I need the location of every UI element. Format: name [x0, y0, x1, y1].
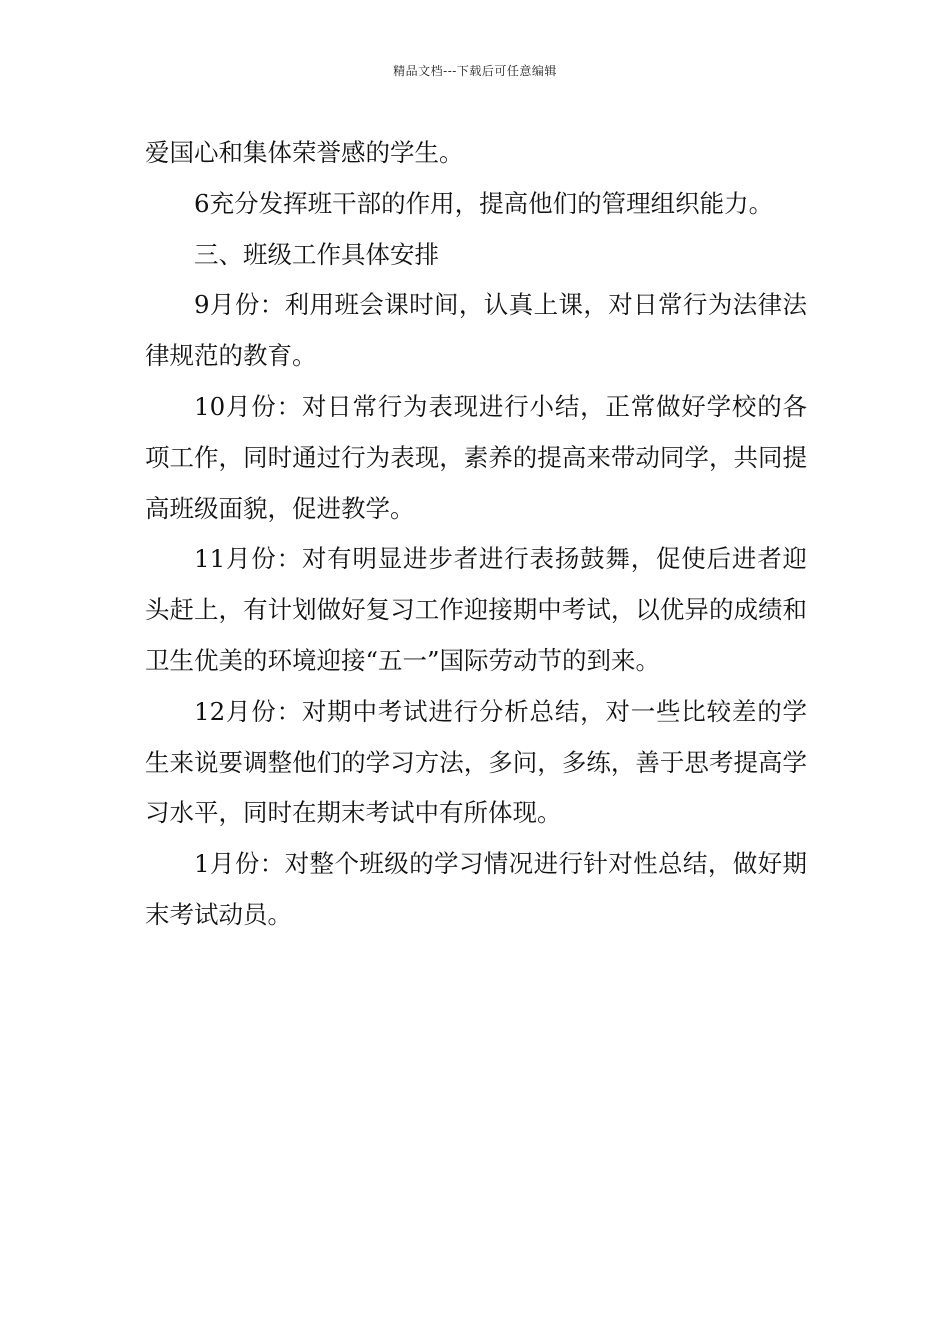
paragraph-continuation: 爱国心和集体荣誉感的学生。 [145, 138, 464, 167]
page-header: 精品文档---下载后可任意编辑 [393, 64, 557, 78]
paragraph-october: 10月份：对日常行为表现进行小结，正常做好学校的各项工作，同时通过行为表现，素养的提高来带动同学，共同提高班级面貌，促进教学。 [145, 391, 807, 523]
paragraph-class-cadres: 6充分发挥班干部的作用，提高他们的管理组织能力。 [194, 188, 774, 218]
section-heading: 三、班级工作具体安排 [194, 239, 439, 269]
document-body [145, 128, 807, 941]
paragraph-november: 11月份：对有明显进步者进行表扬鼓舞，促使后进者迎头赶上，有计划做好复习工作迎接期中考试，以优异的成绩和卫生优美的环境迎接“五一”国际劳动节的到来。 [145, 544, 807, 675]
paragraph-january: 1月份：对整个班级的学习情况进行针对性总结，做好期末考试动员。 [145, 849, 807, 929]
paragraph-september: 9月份：利用班会课时间，认真上课，对日常行为法律法律规范的教育。 [145, 290, 807, 371]
paragraph-december: 12月份：对期中考试进行分析总结，对一些比较差的学生来说要调整他们的学习方法，多问，多练，善于思考提高学习水平，同时在期末考试中有所体现。 [145, 696, 807, 828]
